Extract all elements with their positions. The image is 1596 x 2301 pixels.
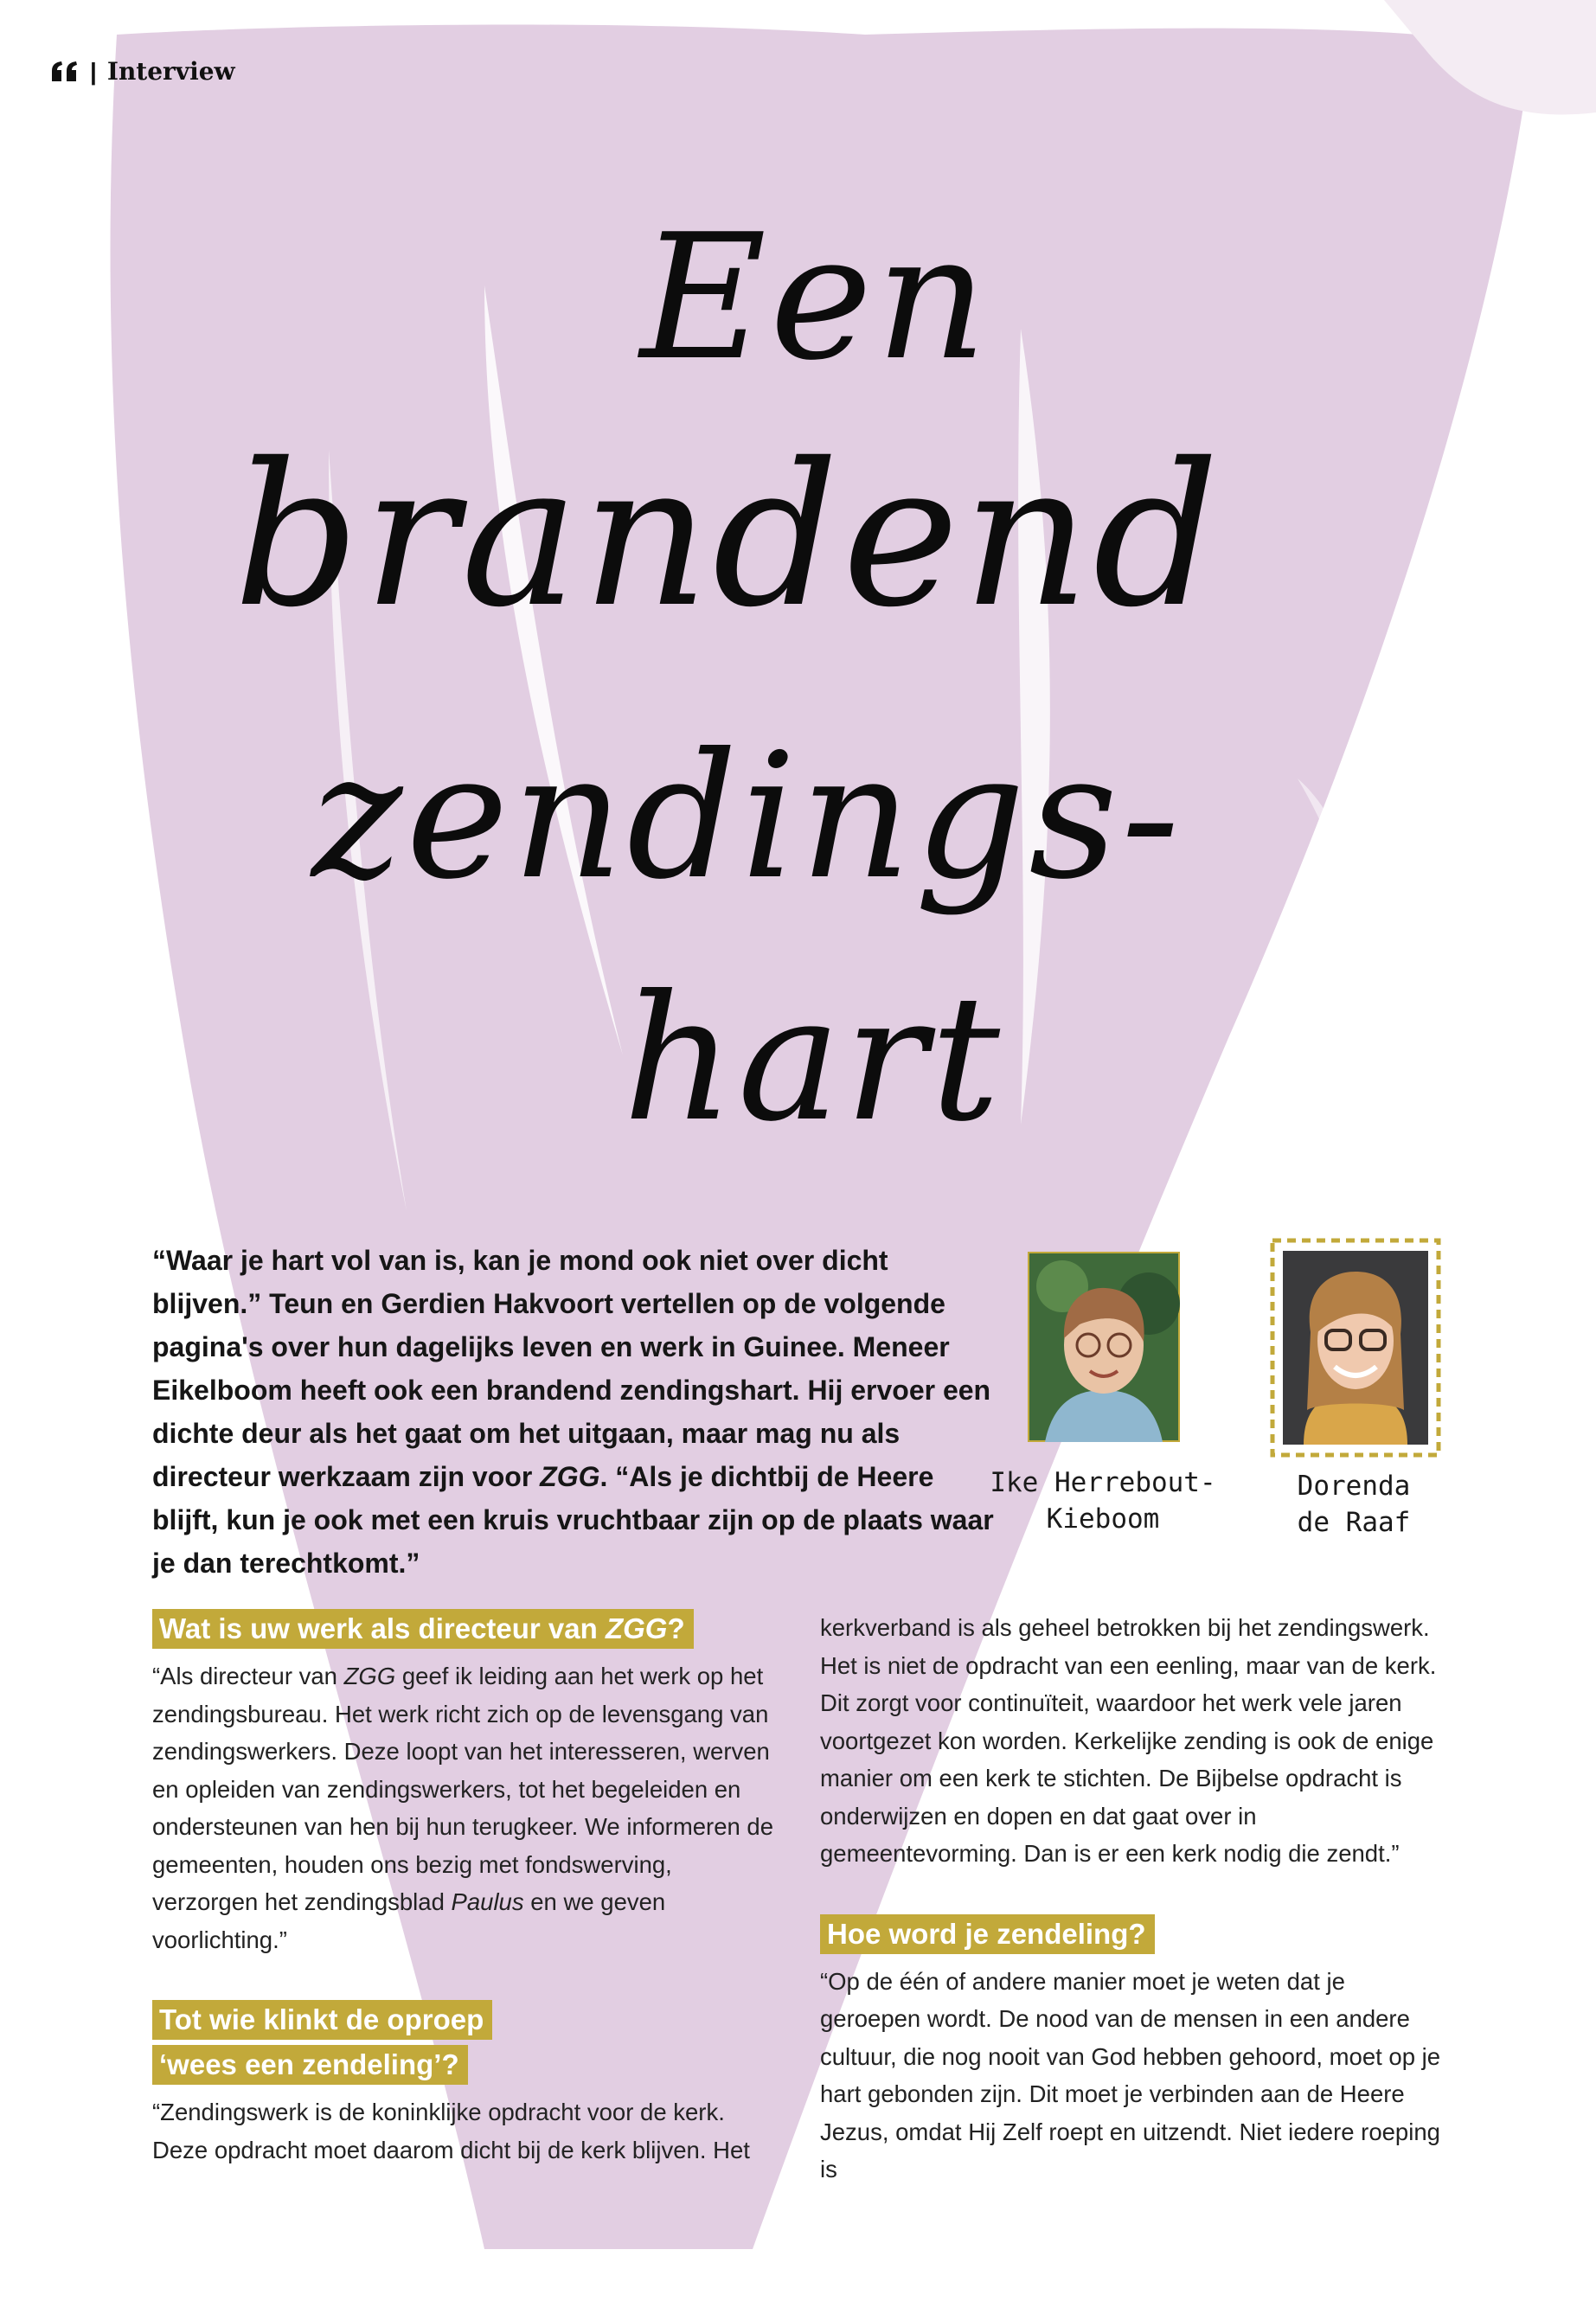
qa-section-1: [152, 1609, 784, 1958]
author-1-name-line-2: Kieboom: [1046, 1503, 1160, 1535]
intro-italic: ZGG: [540, 1461, 600, 1492]
section-label: [50, 57, 235, 86]
question-1-mark: ?: [667, 1612, 685, 1644]
author-caption-1: [986, 1465, 1220, 1537]
author-photo-1: [1028, 1252, 1180, 1442]
title-line-1: Een: [640, 197, 991, 399]
author-photo-2: [1269, 1237, 1442, 1458]
intro-paragraph: [152, 1239, 1000, 1585]
question-1-text: Wat is uw werk als directeur van: [159, 1612, 606, 1644]
qa-section-2-continued: [820, 1609, 1452, 1873]
label-divider: |: [90, 57, 97, 85]
section-name: Interview: [106, 57, 235, 86]
question-heading-2-line-1: Tot wie klinkt de oproep: [152, 2000, 492, 2040]
author-1-name-line-1: Ike Herrebout-: [990, 1467, 1216, 1498]
question-heading-3: Hoe word je zendeling?: [820, 1914, 1155, 1954]
author-2-name-line-2: de Raaf: [1297, 1507, 1411, 1538]
intro-text-2: . “Als je dichtbij de Heere blijft, kun je ook met een kruis vruchtbaar zijn op de plaats waar je dan terechtkomt.”: [152, 1461, 994, 1579]
answer-1-part-3: en we geven voorlichting.”: [152, 1888, 666, 1953]
author-caption-2: [1246, 1468, 1462, 1541]
question-heading-2-line-2: ‘wees een zendeling’?: [152, 2045, 468, 2085]
answer-1-italic-2: Paulus: [451, 1888, 524, 1915]
question-1-italic: ZGG: [605, 1612, 668, 1644]
intro-text-1: “Waar je hart vol van is, kan je mond ook niet over dicht blijven.” Teun en Gerdien Hakvoort vertellen op de volgende pagina's over hun dagelijks leven en werk in Guinee. Meneer Eikelboom heeft ook een brandend zendingshart. Hij ervoer een dichte deur als het gaat om het uitgaan, maar mag nu als directeur werkzaam zijn voor: [152, 1245, 991, 1492]
author-2-name-line-1: Dorenda: [1297, 1471, 1411, 1502]
answer-paragraph-2: “Zendingswerk is de koninklijke opdracht voor de kerk. Deze opdracht moet daarom dicht bij de kerk blijven. Het: [152, 2099, 750, 2163]
title-line-2: brandend: [234, 420, 1223, 651]
article-column-2: [820, 1609, 1452, 2230]
title-line-4: hart: [623, 958, 1004, 1160]
quote-icon: [50, 61, 80, 83]
answer-1-part-2: geef ik leiding aan het werk op het zendingsbureau. Het werk richt zich op de levensgang van zendingswerkers. Deze loopt van het interesseren, werven en opleiden van zendingswerkers, tot het begeleiden en ondersteunen van hen bij hun terugkeer. We informeren de gemeenten, houden ons bezig met fondswerving, verzorgen het zendingsblad: [152, 1663, 774, 1915]
qa-section-2: [152, 2000, 784, 2169]
question-heading-1: [152, 1609, 694, 1649]
qa-section-3: [820, 1914, 1452, 2189]
answer-1-italic-1: ZGG: [343, 1663, 396, 1689]
title-line-3: zendings-: [311, 716, 1183, 918]
answer-paragraph-2-continued: kerkverband is als geheel betrokken bij het zendingswerk. Het is niet de opdracht van een eenling, maar van de kerk. Dit zorgt voor continuïteit, waardoor het werk vele jaren voortgezet kon worden. Kerkelijke zending is ook de enige manier om een kerk te stichten. De Bijbelse opdracht is onderwijzen en dopen en dat gaat over in gemeentevorming. Dan is er een kerk nodig die zendt.”: [820, 1614, 1437, 1867]
article-column-1: [152, 1609, 784, 2210]
answer-paragraph-3: “Op de één of andere manier moet je weten dat je geroepen wordt. De nood van de mensen in een andere cultuur, die nog nooit van God hebben gehoord, moet op je hart gebonden zijn. Dit moet je verbinden aan de Heere Jezus, omdat Hij Zelf roept en uitzendt. Niet iedere roeping is: [820, 1967, 1441, 2182]
answer-paragraph-1: [152, 1657, 784, 1958]
answer-1-part-1: “Als directeur van: [152, 1663, 344, 1689]
